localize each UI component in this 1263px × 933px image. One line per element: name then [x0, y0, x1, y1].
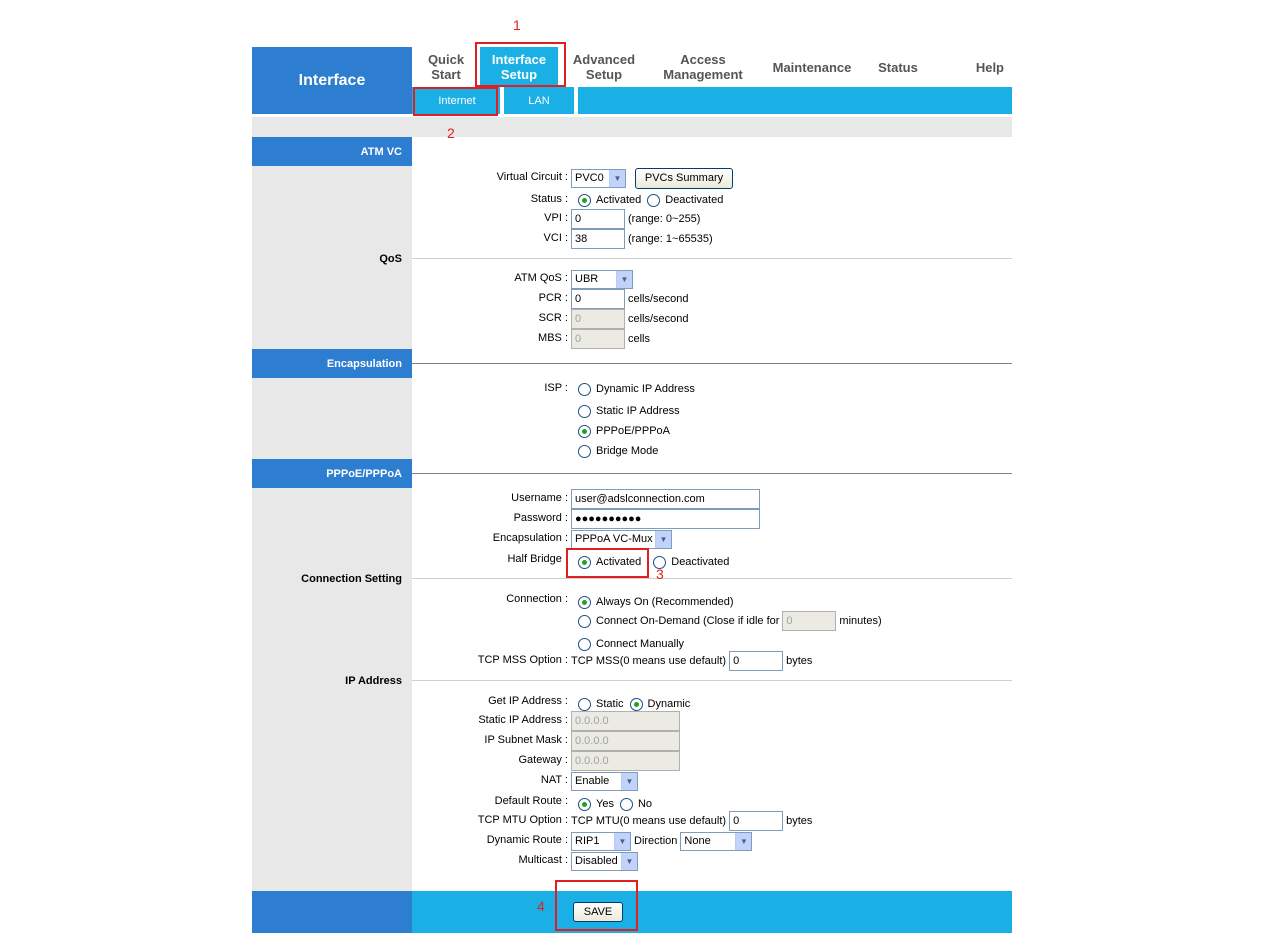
row-mbs [412, 329, 1012, 349]
row-password [412, 509, 1012, 529]
half-bridge-label: Half Bridge : [507, 553, 568, 565]
vpi-input[interactable] [571, 209, 625, 229]
direction-select[interactable] [680, 832, 752, 851]
isp-bridge-label: Bridge Mode [596, 445, 659, 457]
always-on-radio[interactable] [578, 596, 591, 609]
row-get-ip [412, 692, 1012, 712]
annotation-number-2: 2 [447, 125, 455, 141]
get-ip-static-label: Static [596, 698, 624, 710]
isp-static-label: Static IP Address [596, 405, 680, 417]
divider [412, 363, 1012, 364]
connect-manually-label: Connect Manually [596, 638, 685, 650]
pvcs-summary-button[interactable]: PVCs Summary [635, 168, 733, 189]
idle-minutes-input[interactable] [782, 611, 836, 631]
direction-label: Direction [634, 835, 678, 847]
nav-label-line1: Access [680, 52, 726, 67]
isp-static-radio[interactable] [578, 405, 591, 418]
row-isp-pppoe [412, 421, 1012, 441]
isp-pppoe-label: PPPoE/PPPoA [596, 425, 670, 437]
nat-label: NAT : [540, 774, 568, 786]
pcr-label: PCR : [538, 292, 568, 304]
row-vpi [412, 209, 1012, 229]
isp-pppoe-radio[interactable] [578, 425, 591, 438]
tcp-mtu-text: TCP MTU(0 means use default) [571, 815, 727, 827]
row-on-demand [412, 611, 1012, 631]
tcp-mss-input[interactable] [729, 651, 783, 671]
annotation-box-4 [555, 880, 638, 931]
footer-left [252, 891, 412, 933]
username-input[interactable] [571, 489, 760, 509]
row-isp-bridge [412, 441, 1012, 461]
nav-label-line1: Quick [427, 52, 465, 67]
save-button[interactable]: SAVE [573, 902, 623, 922]
status-deactivated-label: Deactivated [665, 194, 724, 206]
scr-unit: cells/second [628, 313, 689, 325]
connection-label: Connection : [506, 593, 568, 605]
pcr-input[interactable] [571, 289, 625, 309]
section-atm-vc: ATM VC [252, 137, 412, 166]
row-scr [412, 309, 1012, 329]
row-isp-static [412, 401, 1012, 421]
row-pcr [412, 289, 1012, 309]
nav-label-line2: Management [663, 67, 743, 82]
nav-status[interactable] [868, 47, 928, 87]
nav-quick-start[interactable] [412, 47, 480, 87]
nav-label-line1: Interface [491, 52, 547, 67]
tcp-mtu-input[interactable] [729, 811, 783, 831]
vci-label: VCI : [543, 232, 568, 244]
row-tcp-mss [412, 651, 1012, 671]
atm-qos-label: ATM QoS : [514, 272, 568, 284]
default-route-yes-radio[interactable] [578, 798, 591, 811]
default-route-label: Default Route : [494, 795, 568, 807]
get-ip-dynamic-radio[interactable] [630, 698, 643, 711]
subnet-input[interactable] [571, 731, 680, 751]
vci-range-note: (range: 1~65535) [628, 233, 713, 245]
encapsulation-select[interactable] [571, 530, 672, 549]
row-gateway [412, 751, 1012, 771]
mbs-label: MBS : [538, 332, 568, 344]
annotation-box-3 [566, 548, 649, 578]
gateway-label: Gateway : [518, 754, 568, 766]
mbs-unit: cells [628, 333, 651, 345]
divider [412, 473, 1012, 474]
row-username [412, 489, 1012, 509]
virtual-circuit-label: Virtual Circuit : [496, 171, 568, 183]
chevron-down-icon: ▼ [735, 833, 751, 850]
divider [412, 578, 1012, 579]
row-isp [412, 379, 1012, 399]
select-value: UBR [575, 273, 599, 285]
idle-unit: minutes) [839, 615, 882, 627]
tcp-mtu-label: TCP MTU Option : [477, 814, 568, 826]
row-dynamic-route [412, 831, 1012, 851]
tab-lan[interactable]: LAN [528, 94, 550, 107]
chevron-down-icon: ▼ [616, 271, 632, 288]
divider [412, 258, 1012, 259]
select-value: PPPoA VC-Mux [575, 533, 653, 545]
row-nat [412, 771, 1012, 791]
username-label: Username : [511, 492, 568, 504]
scr-label: SCR : [538, 312, 568, 324]
row-half-bridge [412, 550, 1012, 570]
tcp-mtu-unit: bytes [786, 815, 813, 827]
row-connection [412, 590, 1012, 610]
sub-navigation [412, 87, 1012, 114]
left-column [252, 137, 412, 891]
status-activated-label: Activated [596, 194, 642, 206]
password-label: Password : [513, 512, 568, 524]
divider [412, 680, 1012, 681]
dynamic-route-label: Dynamic Route : [486, 834, 568, 846]
nav-maintenance[interactable] [756, 47, 868, 87]
half-bridge-activated-label: Activated [596, 556, 642, 568]
isp-dynamic-radio[interactable] [578, 383, 591, 396]
mbs-input[interactable] [571, 329, 625, 349]
annotation-box-1 [475, 42, 566, 87]
nav-label-line1: Advanced [572, 52, 636, 67]
nav-label-line2: Start [431, 67, 461, 82]
section-qos-label: QoS [379, 253, 402, 265]
on-demand-label: Connect On-Demand (Close if idle for [596, 615, 780, 627]
select-value: PVC0 [575, 172, 604, 184]
scr-input[interactable] [571, 309, 625, 329]
static-ip-label: Static IP Address : [478, 714, 568, 726]
tcp-mss-text: TCP MSS(0 means use default) [571, 655, 727, 667]
router-config-page [252, 47, 1012, 933]
row-tcp-mtu [412, 811, 1012, 831]
section-connection-setting-label: Connection Setting [301, 573, 402, 585]
virtual-circuit-select[interactable] [571, 169, 626, 188]
chevron-down-icon: ▼ [614, 833, 630, 850]
row-static-ip [412, 711, 1012, 731]
nav-label-line2: Setup [500, 67, 538, 82]
half-bridge-deactivated-label: Deactivated [671, 556, 730, 568]
section-encapsulation: Encapsulation [252, 349, 412, 378]
annotation-box-2 [413, 87, 498, 116]
nav-label-line2: Setup [585, 67, 623, 82]
subnav-divider [574, 87, 578, 114]
tcp-mss-label: TCP MSS Option : [477, 654, 568, 666]
row-status [412, 190, 1012, 210]
isp-label: ISP : [544, 382, 568, 394]
status-label: Status : [530, 193, 568, 205]
select-value: Enable [575, 775, 610, 787]
get-ip-static-radio[interactable] [578, 698, 591, 711]
select-value: RIP1 [575, 835, 600, 847]
row-default-route [412, 792, 1012, 812]
default-route-no-radio[interactable] [620, 798, 633, 811]
annotation-number-4: 4 [537, 898, 545, 914]
nav-help[interactable] [928, 47, 1012, 87]
encapsulation-label: Encapsulation : [492, 532, 568, 544]
atm-qos-select[interactable] [571, 270, 633, 289]
always-on-label: Always On (Recommended) [596, 596, 734, 608]
section-pppoe: PPPoE/PPPoA [252, 459, 412, 488]
gateway-input[interactable] [571, 751, 680, 771]
vpi-label: VPI : [544, 212, 568, 224]
static-ip-input[interactable] [571, 711, 680, 731]
annotation-number-1: 1 [513, 17, 521, 33]
chevron-down-icon: ▼ [621, 853, 637, 870]
annotation-number-3: 3 [656, 566, 664, 582]
nav-label-line1: Help [975, 59, 1004, 75]
chevron-down-icon: ▼ [655, 531, 671, 548]
nav-label-line1: Maintenance [772, 59, 852, 75]
vpi-range-note: (range: 0~255) [628, 213, 701, 225]
select-value: None [684, 835, 711, 847]
connect-manually-radio[interactable] [578, 638, 591, 651]
chevron-down-icon: ▼ [609, 170, 625, 187]
dynamic-route-select[interactable] [571, 832, 631, 851]
spacer-bar [252, 117, 1012, 137]
multicast-select[interactable] [571, 852, 638, 871]
isp-bridge-radio[interactable] [578, 445, 591, 458]
on-demand-radio[interactable] [578, 615, 591, 628]
isp-dynamic-label: Dynamic IP Address [596, 383, 695, 395]
status-deactivated-radio[interactable] [647, 194, 660, 207]
row-subnet [412, 731, 1012, 751]
pcr-unit: cells/second [628, 293, 689, 305]
row-encapsulation [412, 529, 1012, 549]
vci-input[interactable] [571, 229, 625, 249]
row-multicast [412, 851, 1012, 871]
select-value: Disabled [575, 855, 618, 867]
brand-title: Interface [252, 47, 412, 114]
status-activated-radio[interactable] [578, 194, 591, 207]
footer-bar [412, 891, 1012, 933]
get-ip-label: Get IP Address : [488, 695, 568, 707]
multicast-label: Multicast : [518, 854, 568, 866]
tcp-mss-unit: bytes [786, 655, 813, 667]
nat-select[interactable] [571, 772, 638, 791]
section-ip-address-label: IP Address [345, 675, 402, 687]
get-ip-dynamic-label: Dynamic [647, 698, 691, 710]
row-virtual-circuit [412, 168, 1012, 188]
default-route-no-label: No [637, 798, 653, 810]
password-input[interactable] [571, 509, 760, 529]
default-route-yes-label: Yes [596, 798, 614, 810]
row-atm-qos [412, 269, 1012, 289]
chevron-down-icon: ▼ [621, 773, 637, 790]
nav-advanced-setup[interactable] [558, 47, 650, 87]
subnet-label: IP Subnet Mask : [484, 734, 568, 746]
nav-label-line1: Status [878, 59, 918, 75]
nav-access-management[interactable] [650, 47, 756, 87]
tab-internet[interactable]: Internet [438, 94, 476, 107]
row-vci [412, 229, 1012, 249]
